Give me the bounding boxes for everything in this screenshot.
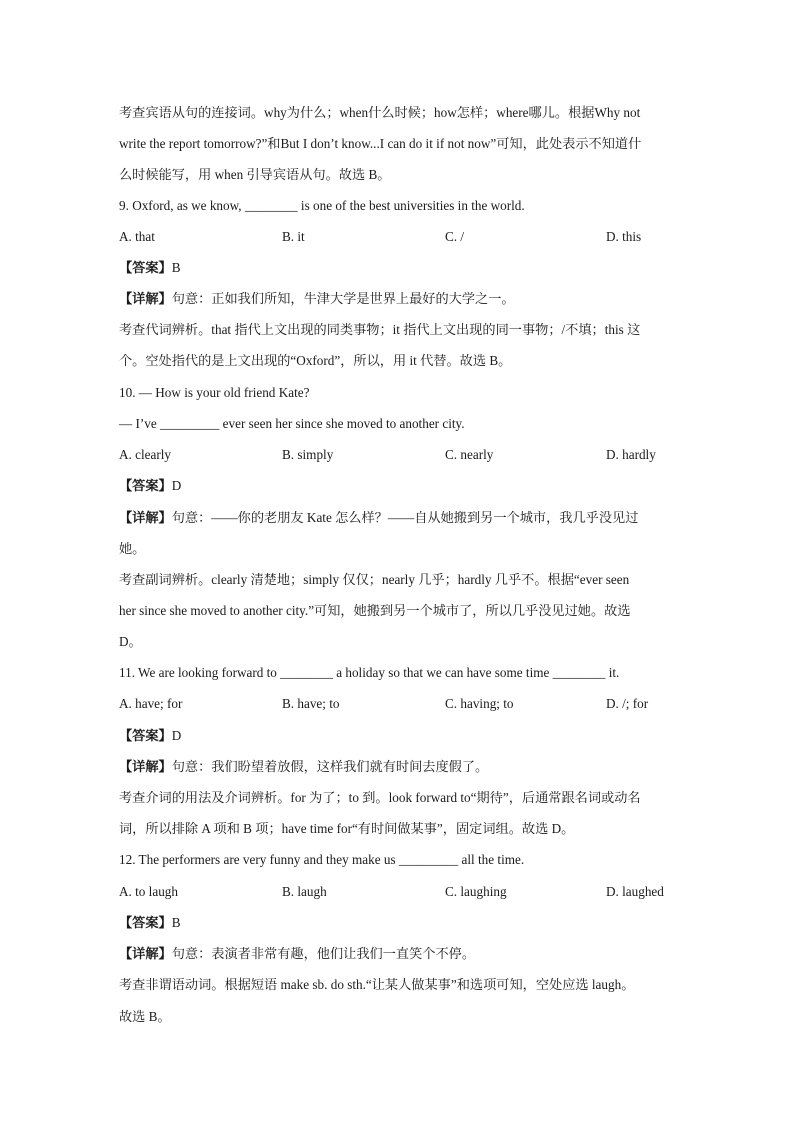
detail-text: 句意：——你的老朋友 Kate 怎么样？——自从她搬到另一个城市，我几乎没见过 (171, 510, 639, 525)
answer-value: D (171, 728, 182, 743)
q11-explanation-line: 考查介词的用法及介词辨析。for 为了；to 到。look forward to“期待”，后通常跟名词或动名 (119, 790, 641, 805)
q9-option-b: B. it (282, 229, 305, 244)
q10-stem-line: — I’ve _________ ever seen her since she moved to another city. (119, 416, 465, 431)
answer-label: 【答案】 (119, 728, 172, 743)
q12-options (119, 883, 679, 901)
q9-answer (119, 259, 679, 277)
q9-options (119, 228, 679, 246)
detail-label: 【详解】 (119, 759, 172, 774)
detail-text: 句意：正如我们所知，牛津大学是世界上最好的大学之一。 (171, 291, 515, 306)
q10-option-c: C. nearly (445, 447, 494, 462)
q9-option-d: D. this (606, 229, 642, 244)
q11-stem: 11. We are looking forward to ________ a holiday so that we can have some time ________ it. (119, 665, 620, 680)
q10-explanation-line: her since she moved to another city.”可知，她搬到另一个城市了，所以几乎没见过她。故选 (119, 603, 631, 618)
detail-label: 【详解】 (119, 510, 172, 525)
q9-stem: 9. Oxford, as we know, ________ is one of the best universities in the world. (119, 198, 525, 213)
q9-detail (119, 290, 679, 308)
detail-label: 【详解】 (119, 946, 172, 961)
q10-explanation-line: D。 (119, 634, 142, 649)
q11-explanation-line: 词，所以排除 A 项和 B 项；have time for“有时间做某事”，固定词组。故选 D。 (119, 821, 575, 836)
detail-label: 【详解】 (119, 291, 172, 306)
q9-option-a: A. that (119, 229, 155, 244)
q9-option-c: C. / (445, 229, 465, 244)
q8-explanation-line: 考查宾语从句的连接词。why为什么；when什么时候；how怎样；where哪儿。根据Why not (119, 105, 641, 120)
q10-options (119, 446, 679, 464)
q11-option-b: B. have; to (282, 696, 340, 711)
answer-label: 【答案】 (119, 478, 172, 493)
q12-stem: 12. The performers are very funny and they make us _________ all the time. (119, 852, 525, 867)
q8-explanation-line: write the report tomorrow?”和But I don’t know...I can do it if not now”可知，此处表示不知道什 (119, 136, 642, 151)
answer-value: D (171, 478, 182, 493)
q9-explanation-line: 考查代词辨析。that 指代上文出现的同类事物；it 指代上文出现的同一事物；/不填；this 这 (119, 322, 641, 337)
q12-option-a: A. to laugh (119, 884, 178, 899)
answer-label: 【答案】 (119, 260, 172, 275)
q11-answer (119, 727, 679, 745)
detail-text: 句意：表演者非常有趣，他们让我们一直笑个不停。 (171, 946, 476, 961)
q12-answer (119, 914, 679, 932)
q11-option-a: A. have; for (119, 696, 183, 711)
q10-explanation-line: 考查副词辨析。clearly 清楚地；simply 仅仅；nearly 几乎；hardly 几乎不。根据“ever seen (119, 572, 630, 587)
q10-answer (119, 477, 679, 495)
answer-value: B (171, 915, 181, 930)
q10-stem-line: 10. — How is your old friend Kate? (119, 385, 310, 400)
q11-detail (119, 758, 679, 776)
q9-explanation-line: 个。空处指代的是上文出现的“Oxford”，所以，用 it 代替。故选 B。 (119, 353, 512, 368)
q12-explanation-line: 考查非谓语动词。根据短语 make sb. do sth.“让某人做某事”和选项可知，空处应选 laugh。 (119, 977, 635, 992)
q11-option-d: D. /; for (606, 696, 649, 711)
answer-value: B (171, 260, 181, 275)
q8-explanation-line: 么时候能写，用 when 引导宾语从句。故选 B。 (119, 167, 391, 182)
q12-detail (119, 945, 679, 963)
q12-option-d: D. laughed (606, 884, 664, 899)
q12-option-c: C. laughing (445, 884, 507, 899)
q10-option-d: D. hardly (606, 447, 656, 462)
q10-detail-line: 她。 (119, 541, 146, 556)
q10-detail (119, 509, 679, 527)
q10-option-a: A. clearly (119, 447, 171, 462)
q12-option-b: B. laugh (282, 884, 327, 899)
q11-option-c: C. having; to (445, 696, 514, 711)
q12-explanation-line: 故选 B。 (119, 1009, 171, 1024)
q10-option-b: B. simply (282, 447, 334, 462)
q11-options (119, 695, 679, 713)
detail-text: 句意：我们盼望着放假，这样我们就有时间去度假了。 (171, 759, 489, 774)
answer-label: 【答案】 (119, 915, 172, 930)
